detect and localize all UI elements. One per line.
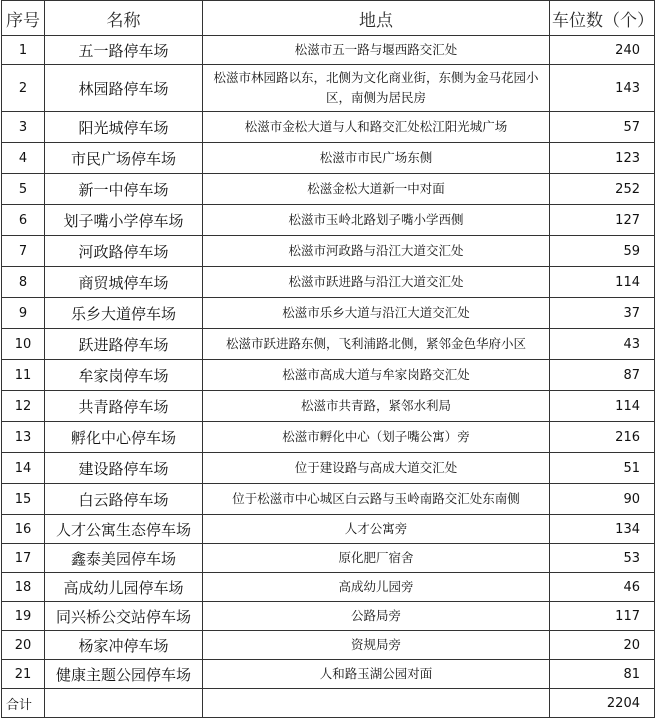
row-spaces: 46 bbox=[550, 573, 655, 602]
table-row bbox=[2, 205, 655, 236]
table-row bbox=[2, 298, 655, 329]
row-no: 19 bbox=[2, 602, 45, 631]
row-spaces: 43 bbox=[550, 329, 655, 360]
row-spaces: 143 bbox=[550, 65, 655, 112]
header-spaces: 车位数（个） bbox=[550, 1, 655, 36]
row-name: 乐乡大道停车场 bbox=[45, 298, 203, 329]
table-row bbox=[2, 174, 655, 205]
row-location: 松滋市五一路与堰西路交汇处 bbox=[203, 36, 550, 65]
row-location: 松滋市乐乡大道与沿江大道交汇处 bbox=[203, 298, 550, 329]
row-spaces: 216 bbox=[550, 422, 655, 453]
table-row bbox=[2, 573, 655, 602]
row-name: 新一中停车场 bbox=[45, 174, 203, 205]
row-spaces: 134 bbox=[550, 515, 655, 544]
row-no: 14 bbox=[2, 453, 45, 484]
row-no: 9 bbox=[2, 298, 45, 329]
table-row bbox=[2, 143, 655, 174]
header-no: 序号 bbox=[2, 1, 45, 36]
row-spaces: 240 bbox=[550, 36, 655, 65]
row-location: 松滋市市民广场东侧 bbox=[203, 143, 550, 174]
row-no: 13 bbox=[2, 422, 45, 453]
row-no: 15 bbox=[2, 484, 45, 515]
row-no: 3 bbox=[2, 112, 45, 143]
header-name: 名称 bbox=[45, 1, 203, 36]
row-location: 松滋金松大道新一中对面 bbox=[203, 174, 550, 205]
row-no: 6 bbox=[2, 205, 45, 236]
table-row bbox=[2, 267, 655, 298]
row-spaces: 123 bbox=[550, 143, 655, 174]
row-spaces: 37 bbox=[550, 298, 655, 329]
row-name: 高成幼儿园停车场 bbox=[45, 573, 203, 602]
row-location: 松滋市林园路以东，北侧为文化商业街，东侧为金马花园小区，南侧为居民房 bbox=[203, 65, 550, 112]
row-name: 商贸城停车场 bbox=[45, 267, 203, 298]
row-location: 松滋市共青路，紧邻水利局 bbox=[203, 391, 550, 422]
row-spaces: 53 bbox=[550, 544, 655, 573]
table-row bbox=[2, 544, 655, 573]
row-no: 10 bbox=[2, 329, 45, 360]
row-location: 松滋市孵化中心（划子嘴公寓）旁 bbox=[203, 422, 550, 453]
row-name: 健康主题公园停车场 bbox=[45, 660, 203, 689]
row-location: 位于建设路与高成大道交汇处 bbox=[203, 453, 550, 484]
row-location: 位于松滋市中心城区白云路与玉岭南路交汇处东南侧 bbox=[203, 484, 550, 515]
row-name: 人才公寓生态停车场 bbox=[45, 515, 203, 544]
row-no: 2 bbox=[2, 65, 45, 112]
header-location: 地点 bbox=[203, 1, 550, 36]
row-name: 杨家冲停车场 bbox=[45, 631, 203, 660]
row-name: 孵化中心停车场 bbox=[45, 422, 203, 453]
row-name: 鑫泰美园停车场 bbox=[45, 544, 203, 573]
row-spaces: 51 bbox=[550, 453, 655, 484]
row-location: 松滋市跃进路东侧，飞利浦路北侧，紧邻金色华府小区 bbox=[203, 329, 550, 360]
table-row bbox=[2, 602, 655, 631]
row-location: 松滋市高成大道与牟家岗路交汇处 bbox=[203, 360, 550, 391]
table-row bbox=[2, 236, 655, 267]
total-row bbox=[2, 689, 655, 718]
row-spaces: 252 bbox=[550, 174, 655, 205]
row-spaces: 90 bbox=[550, 484, 655, 515]
row-no: 1 bbox=[2, 36, 45, 65]
row-name: 市民广场停车场 bbox=[45, 143, 203, 174]
table-row bbox=[2, 360, 655, 391]
row-name: 建设路停车场 bbox=[45, 453, 203, 484]
row-name: 五一路停车场 bbox=[45, 36, 203, 65]
row-location: 松滋市河政路与沿江大道交汇处 bbox=[203, 236, 550, 267]
row-spaces: 114 bbox=[550, 391, 655, 422]
table-row bbox=[2, 391, 655, 422]
table-row bbox=[2, 631, 655, 660]
row-location: 公路局旁 bbox=[203, 602, 550, 631]
row-spaces: 87 bbox=[550, 360, 655, 391]
row-location: 松滋市玉岭北路划子嘴小学西侧 bbox=[203, 205, 550, 236]
row-location: 松滋市金松大道与人和路交汇处松江阳光城广场 bbox=[203, 112, 550, 143]
row-name: 阳光城停车场 bbox=[45, 112, 203, 143]
table-row bbox=[2, 453, 655, 484]
row-spaces: 57 bbox=[550, 112, 655, 143]
table-row bbox=[2, 484, 655, 515]
row-name: 白云路停车场 bbox=[45, 484, 203, 515]
table-row bbox=[2, 112, 655, 143]
row-name: 划子嘴小学停车场 bbox=[45, 205, 203, 236]
row-name: 跃进路停车场 bbox=[45, 329, 203, 360]
total-empty-name bbox=[45, 689, 203, 718]
row-spaces: 81 bbox=[550, 660, 655, 689]
row-no: 7 bbox=[2, 236, 45, 267]
row-no: 17 bbox=[2, 544, 45, 573]
row-spaces: 117 bbox=[550, 602, 655, 631]
row-location: 高成幼儿园旁 bbox=[203, 573, 550, 602]
total-value: 2204 bbox=[550, 689, 655, 718]
row-name: 河政路停车场 bbox=[45, 236, 203, 267]
table-row bbox=[2, 329, 655, 360]
table-row bbox=[2, 65, 655, 112]
row-location: 原化肥厂宿舍 bbox=[203, 544, 550, 573]
row-name: 共青路停车场 bbox=[45, 391, 203, 422]
row-location: 人和路玉湖公园对面 bbox=[203, 660, 550, 689]
row-name: 牟家岗停车场 bbox=[45, 360, 203, 391]
table-row bbox=[2, 422, 655, 453]
table-row bbox=[2, 660, 655, 689]
row-no: 16 bbox=[2, 515, 45, 544]
parking-table bbox=[1, 0, 655, 718]
row-spaces: 20 bbox=[550, 631, 655, 660]
row-no: 12 bbox=[2, 391, 45, 422]
total-label: 合计 bbox=[2, 689, 45, 718]
row-no: 5 bbox=[2, 174, 45, 205]
row-no: 11 bbox=[2, 360, 45, 391]
table-row bbox=[2, 515, 655, 544]
total-empty-location bbox=[203, 689, 550, 718]
row-spaces: 127 bbox=[550, 205, 655, 236]
table-row bbox=[2, 36, 655, 65]
row-location: 人才公寓旁 bbox=[203, 515, 550, 544]
row-no: 20 bbox=[2, 631, 45, 660]
row-location: 资规局旁 bbox=[203, 631, 550, 660]
row-no: 8 bbox=[2, 267, 45, 298]
header-row bbox=[2, 1, 655, 36]
row-location: 松滋市跃进路与沿江大道交汇处 bbox=[203, 267, 550, 298]
row-spaces: 114 bbox=[550, 267, 655, 298]
row-no: 18 bbox=[2, 573, 45, 602]
row-name: 同兴桥公交站停车场 bbox=[45, 602, 203, 631]
row-spaces: 59 bbox=[550, 236, 655, 267]
row-no: 21 bbox=[2, 660, 45, 689]
row-name: 林园路停车场 bbox=[45, 65, 203, 112]
row-no: 4 bbox=[2, 143, 45, 174]
